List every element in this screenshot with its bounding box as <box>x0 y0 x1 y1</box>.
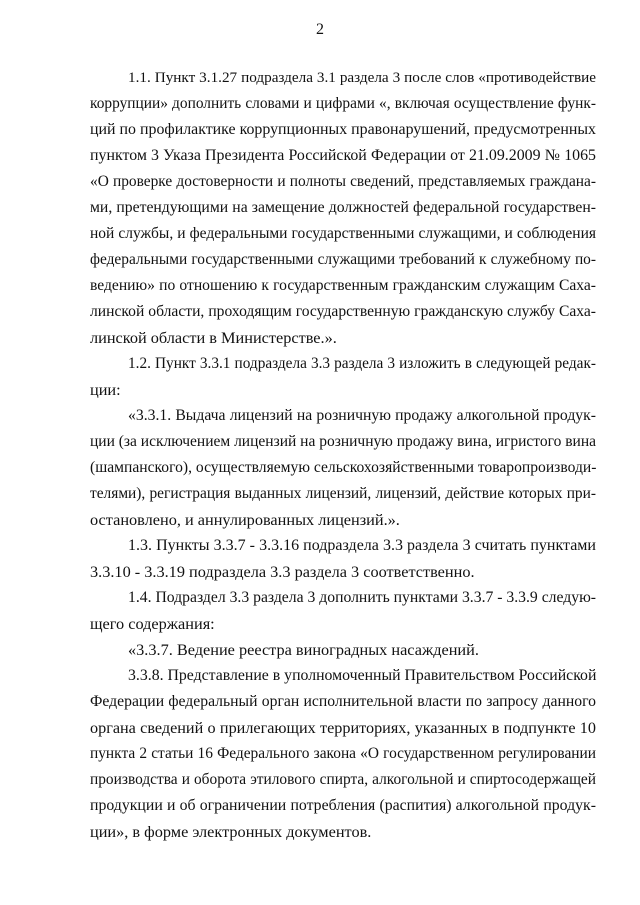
text-line: 3.3.8. Представление в уполномоченный Правительством Российской <box>128 667 597 684</box>
text-line: пунктом 3 Указа Президента Российской Федерации от 21.09.2009 № 1065 <box>90 147 596 164</box>
text-line: продукции и об ограничении потребления (распития) алкогольной продук- <box>90 797 596 814</box>
text-line: телями), регистрация выданных лицензий, лицензий, действие которых при- <box>90 485 596 502</box>
text-line: 1.4. Подраздел 3.3 раздела 3 дополнить пунктами 3.3.7 - 3.3.9 следую- <box>128 589 597 606</box>
text-line: линской области в Министерстве.». <box>90 328 337 347</box>
text-line: органа сведений о прилегающих территориях, указанных в подпункте 10 <box>90 719 596 737</box>
page-number: 2 <box>316 21 324 38</box>
text-line: 1.2. Пункт 3.3.1 подраздела 3.3 раздела 3 изложить в следующей редак- <box>128 355 596 372</box>
text-line: производства и оборота этилового спирта, алкогольной и спиртосодержащей <box>90 771 596 788</box>
text-line: линской области, проходящим государственную гражданскую службу Саха- <box>90 303 596 320</box>
text-line: 1.1. Пункт 3.1.27 подраздела 3.1 раздела 3 после слов «противодействие <box>128 69 596 86</box>
text-line: «3.3.1. Выдача лицензий на розничную продажу алкогольной продук- <box>128 407 596 424</box>
text-line: ми, претендующими на замещение должностей федеральной государствен- <box>90 199 596 216</box>
text-line: ций по профилактике коррупционных правонарушений, предусмотренных <box>90 121 596 138</box>
text-line: остановлено, и аннулированных лицензий.». <box>90 510 400 529</box>
text-line: ции (за исключением лицензий на розничную продажу вина, игристого вина <box>90 433 596 450</box>
text-line: ведению» по отношению к государственным гражданским служащим Саха- <box>90 277 596 294</box>
text-line: ной службы, и федеральными государственными служащими, и соблюдения <box>90 225 596 242</box>
text-line: щего содержания: <box>90 614 215 633</box>
text-line: 1.3. Пункты 3.3.7 - 3.3.16 подраздела 3.3 раздела 3 считать пунктами <box>128 537 596 554</box>
text-line: Федерации федеральный орган исполнительной власти по запросу данного <box>90 693 596 710</box>
text-line: «О проверке достоверности и полноты сведений, представляемых граждана- <box>90 173 596 190</box>
text-line: (шампанского), осуществляемую сельскохозяйственными товаропроизводи- <box>90 459 597 476</box>
text-line: «3.3.7. Ведение реестра виноградных насаждений. <box>128 640 479 659</box>
text-line: ции: <box>90 380 121 399</box>
text-line: федеральными государственными служащими требований к служебному по- <box>90 251 596 268</box>
text-line: ции», в форме электронных документов. <box>90 822 372 841</box>
text-line: пункта 2 статьи 16 Федерального закона «О государственном регулировании <box>90 745 596 762</box>
text-line: коррупции» дополнить словами и цифрами «, включая осуществление функ- <box>90 95 596 112</box>
text-line: 3.3.10 - 3.3.19 подраздела 3.3 раздела 3 соответственно. <box>90 562 475 581</box>
